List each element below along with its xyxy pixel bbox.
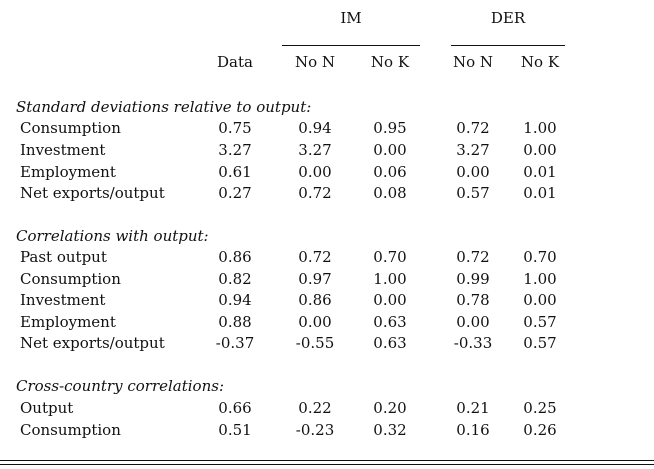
table-cell: 0.94 bbox=[298, 119, 332, 137]
group-header-row bbox=[0, 8, 654, 28]
row-label: Investment bbox=[20, 291, 106, 309]
section-title-row bbox=[0, 97, 654, 117]
table-cell: 0.51 bbox=[218, 421, 252, 439]
table-cell: 0.72 bbox=[456, 248, 490, 266]
row-label: Consumption bbox=[20, 119, 121, 137]
table-cell: -0.23 bbox=[295, 421, 335, 439]
table-cell: 0.97 bbox=[298, 270, 332, 288]
section-title: Standard deviations relative to output: bbox=[16, 98, 312, 116]
column-header-der-no-k: No K bbox=[520, 53, 560, 71]
section-title: Correlations with output: bbox=[16, 227, 209, 245]
table-cell: 0.86 bbox=[218, 248, 252, 266]
section-title: Cross-country correlations: bbox=[16, 377, 224, 395]
table-cell: 0.72 bbox=[298, 248, 332, 266]
table-row bbox=[0, 420, 654, 440]
table-cell: 0.00 bbox=[298, 163, 332, 181]
table-row bbox=[0, 398, 654, 418]
table-cell: 0.21 bbox=[456, 399, 490, 417]
table-cell: 0.06 bbox=[373, 163, 407, 181]
table-cell: 0.00 bbox=[523, 291, 557, 309]
table-cell: 0.27 bbox=[218, 184, 252, 202]
table-cell: 0.86 bbox=[298, 291, 332, 309]
table-cell: 0.26 bbox=[523, 421, 557, 439]
table-row bbox=[0, 118, 654, 138]
table-cell: 1.00 bbox=[523, 270, 557, 288]
table-cell: 0.00 bbox=[298, 313, 332, 331]
table-cell: 0.57 bbox=[456, 184, 490, 202]
table-cell: -0.33 bbox=[453, 334, 493, 352]
bottom-rule bbox=[0, 464, 654, 465]
table-cell: 0.25 bbox=[523, 399, 557, 417]
row-label: Output bbox=[20, 399, 74, 417]
group-rule-der bbox=[451, 45, 565, 46]
table-row bbox=[0, 162, 654, 182]
table-cell: 0.01 bbox=[523, 163, 557, 181]
table-row bbox=[0, 333, 654, 353]
table-row bbox=[0, 269, 654, 289]
row-label: Net exports/output bbox=[20, 334, 165, 352]
table-cell: 0.70 bbox=[373, 248, 407, 266]
column-header-data: Data bbox=[217, 53, 253, 71]
table-row bbox=[0, 140, 654, 160]
table-cell: 0.57 bbox=[523, 313, 557, 331]
table-cell: 0.00 bbox=[373, 291, 407, 309]
row-label: Past output bbox=[20, 248, 107, 266]
table-cell: 1.00 bbox=[523, 119, 557, 137]
table-cell: 0.00 bbox=[523, 141, 557, 159]
section-title-row bbox=[0, 376, 654, 396]
table-cell: 0.66 bbox=[218, 399, 252, 417]
table-cell: 1.00 bbox=[373, 270, 407, 288]
table-cell: 0.20 bbox=[373, 399, 407, 417]
table-cell: 0.61 bbox=[218, 163, 252, 181]
column-header-der-no-n: No N bbox=[452, 53, 494, 71]
group-header-im: IM bbox=[340, 9, 362, 27]
table-row bbox=[0, 247, 654, 267]
table-cell: 0.08 bbox=[373, 184, 407, 202]
table-cell: 0.72 bbox=[456, 119, 490, 137]
table-row bbox=[0, 290, 654, 310]
table-cell: 3.27 bbox=[456, 141, 490, 159]
column-header-row bbox=[0, 52, 654, 72]
table-cell: 0.32 bbox=[373, 421, 407, 439]
table-cell: 0.99 bbox=[456, 270, 490, 288]
table-cell: 0.57 bbox=[523, 334, 557, 352]
table-cell: 0.94 bbox=[218, 291, 252, 309]
table-cell: 3.27 bbox=[218, 141, 252, 159]
table-cell: 0.63 bbox=[373, 334, 407, 352]
section-title-row bbox=[0, 226, 654, 246]
table-cell: 0.00 bbox=[456, 163, 490, 181]
table-row bbox=[0, 312, 654, 332]
table-cell: 0.16 bbox=[456, 421, 490, 439]
column-header-im-no-k: No K bbox=[370, 53, 410, 71]
table-cell: 0.70 bbox=[523, 248, 557, 266]
table-cell: 0.82 bbox=[218, 270, 252, 288]
row-label: Net exports/output bbox=[20, 184, 165, 202]
table-cell: -0.55 bbox=[295, 334, 335, 352]
bottom-rule bbox=[0, 460, 654, 461]
row-label: Employment bbox=[20, 313, 116, 331]
row-label: Employment bbox=[20, 163, 116, 181]
group-rule-im bbox=[282, 45, 420, 46]
column-header-im-no-n: No N bbox=[294, 53, 336, 71]
table-cell: 0.72 bbox=[298, 184, 332, 202]
table-cell: 0.88 bbox=[218, 313, 252, 331]
table-cell: 0.01 bbox=[523, 184, 557, 202]
row-label: Investment bbox=[20, 141, 106, 159]
table-row bbox=[0, 183, 654, 203]
table-cell: 3.27 bbox=[298, 141, 332, 159]
group-header-der: DER bbox=[490, 9, 526, 27]
row-label: Consumption bbox=[20, 270, 121, 288]
table-cell: -0.37 bbox=[215, 334, 255, 352]
table-cell: 0.78 bbox=[456, 291, 490, 309]
table-cell: 0.63 bbox=[373, 313, 407, 331]
row-label: Consumption bbox=[20, 421, 121, 439]
table-cell: 0.00 bbox=[456, 313, 490, 331]
table-cell: 0.22 bbox=[298, 399, 332, 417]
table-cell: 0.00 bbox=[373, 141, 407, 159]
table-cell: 0.95 bbox=[373, 119, 407, 137]
table-cell: 0.75 bbox=[218, 119, 252, 137]
